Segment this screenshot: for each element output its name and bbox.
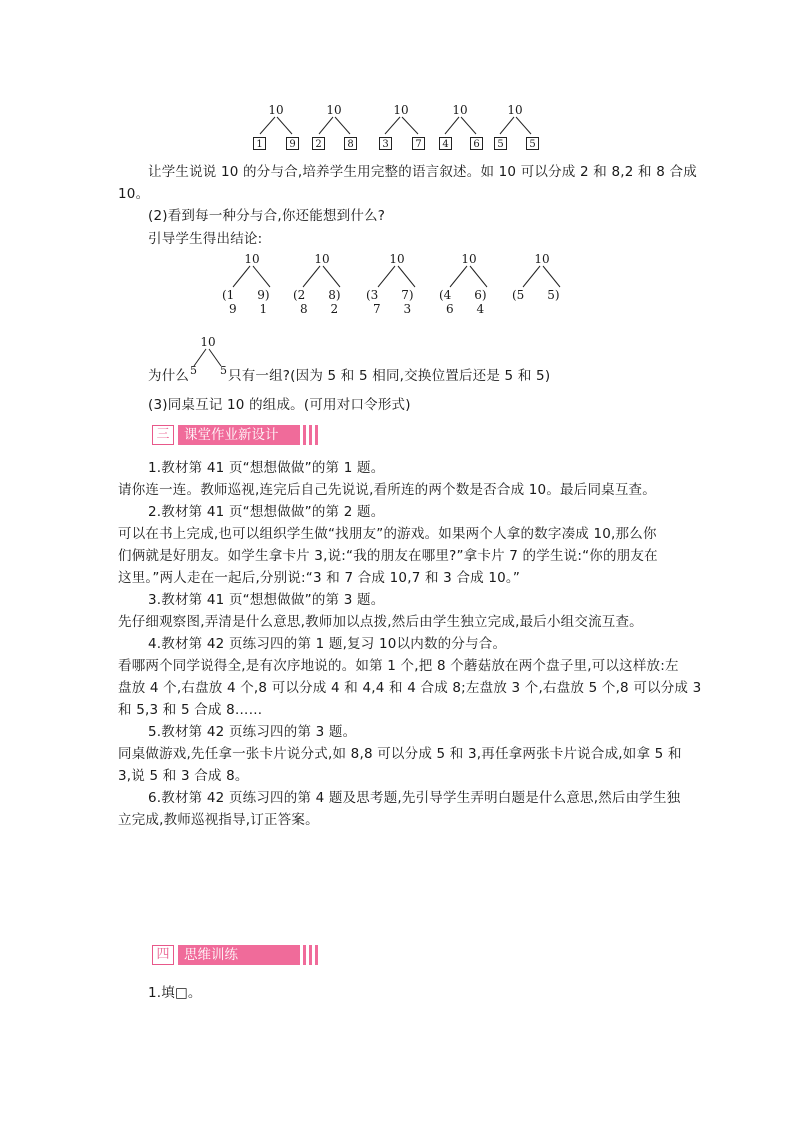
section-title: 课堂作业新设计 (178, 425, 300, 445)
why-tree-branches (0, 0, 794, 400)
list-item: 请你连一连。教师巡视,连完后自己先说说,看所连的两个数是否合成 10。最后同桌互查。 (118, 482, 656, 498)
paragraph-line: 10。 (118, 186, 150, 202)
list-item: 和 5,3 和 5 合成 8…… (118, 702, 263, 718)
question-2: (2)看到每一种分与合,你还能想到什么? (148, 208, 386, 224)
box-right: 6 (470, 137, 483, 150)
why-prefix: 为什么 (148, 368, 190, 384)
why-tree-left: 5 (190, 364, 197, 377)
list-item: 同桌做游戏,先任拿一张卡片说分式,如 8,8 可以分成 5 和 3,再任拿两张卡片说合成,如拿 5 和 (118, 746, 682, 762)
list-item: 们俩就是好朋友。如学生拿卡片 3,说:“我的朋友在哪里?”拿卡片 7 的学生说:“你的朋友在 (118, 548, 658, 564)
list-item: 2.教材第 41 页“想想做做”的第 2 题。 (148, 504, 385, 520)
section-header-3 (152, 425, 318, 445)
pair-row-1: (5 5) (512, 288, 560, 302)
list-item: 立完成,教师巡视指导,订正答案。 (118, 812, 319, 828)
list-item: 6.教材第 42 页练习四的第 4 题及思考题,先引导学生弄明白题是什么意思,然后由学生独 (148, 790, 681, 806)
pair-row-2: 9 1 (229, 302, 268, 316)
list-item: 3.教材第 41 页“想想做做”的第 3 题。 (148, 592, 385, 608)
list-item: 这里。”两人走在一起后,分别说:“3 和 7 合成 10,7 和 3 合成 10。” (118, 570, 521, 586)
list-item: 4.教材第 42 页练习四的第 1 题,复习 10以内数的分与合。 (148, 636, 507, 652)
box-right: 9 (286, 137, 299, 150)
section-stripes (300, 425, 318, 445)
box-left: 4 (439, 137, 452, 150)
pair-row-1: (4 6) (439, 288, 487, 302)
box-right: 7 (412, 137, 425, 150)
tree-top-number: 10 (326, 103, 342, 117)
question-3: (3)同桌互记 10 的组成。(可用对口令形式) (148, 397, 411, 413)
section-title: 思维训练 (178, 945, 300, 965)
tree-top-number: 10 (393, 103, 409, 117)
list-item: 先仔细观察图,弄清是什么意思,教师加以点拨,然后由学生独立完成,最后小组交流互查。 (118, 614, 643, 630)
tree-top-number: 10 (314, 252, 330, 266)
list-item: 1.教材第 41 页“想想做做”的第 1 题。 (148, 460, 385, 476)
box-right: 5 (526, 137, 539, 150)
section-header-4 (152, 945, 318, 965)
tree-top-number: 10 (244, 252, 260, 266)
box-right: 8 (344, 137, 357, 150)
list-item: 3,说 5 和 3 合成 8。 (118, 768, 249, 784)
pair-row-2: 6 4 (446, 302, 485, 316)
guide-text: 引导学生得出结论: (148, 231, 263, 247)
pair-row-2: 8 2 (300, 302, 339, 316)
paragraph-line: 让学生说说 10 的分与合,培养学生用完整的语言叙述。如 10 可以分成 2 和 8,2 和 8 合成 (148, 164, 697, 180)
tree-top-number: 10 (452, 103, 468, 117)
box-left: 1 (253, 137, 266, 150)
tree-top-number: 10 (507, 103, 523, 117)
why-suffix: 只有一组?(因为 5 和 5 相同,交换位置后还是 5 和 5) (228, 368, 551, 384)
box-left: 2 (312, 137, 325, 150)
tree-top-number: 10 (461, 252, 477, 266)
section-number: 三 (152, 425, 174, 445)
pair-row-2: 7 3 (373, 302, 412, 316)
fill-in-question: 1.填□。 (148, 985, 202, 1001)
list-item: 看哪两个同学说得全,是有次序地说的。如第 1 个,把 8 个蘑菇放在两个盘子里,可以这样放:左 (118, 658, 679, 674)
pair-row-1: (2 8) (293, 288, 341, 302)
pair-row-1: (3 7) (366, 288, 414, 302)
tree-top-number: 10 (389, 252, 405, 266)
list-item: 盘放 4 个,右盘放 4 个,8 可以分成 4 和 4,4 和 4 合成 8;左盘放 3 个,右盘放 5 个,8 可以分成 3 (118, 680, 702, 696)
section-stripes (300, 945, 318, 965)
tree-top-number: 10 (534, 252, 550, 266)
tree-top-number: 10 (268, 103, 284, 117)
box-left: 5 (494, 137, 507, 150)
why-tree-right: 5 (220, 364, 227, 377)
list-item: 可以在书上完成,也可以组织学生做“找朋友”的游戏。如果两个人拿的数字凑成 10,那么你 (118, 526, 657, 542)
list-item: 5.教材第 42 页练习四的第 3 题。 (148, 724, 357, 740)
why-tree-top: 10 (200, 335, 216, 349)
pair-row-1: (1 9) (222, 288, 270, 302)
section-number: 四 (152, 945, 174, 965)
box-left: 3 (379, 137, 392, 150)
